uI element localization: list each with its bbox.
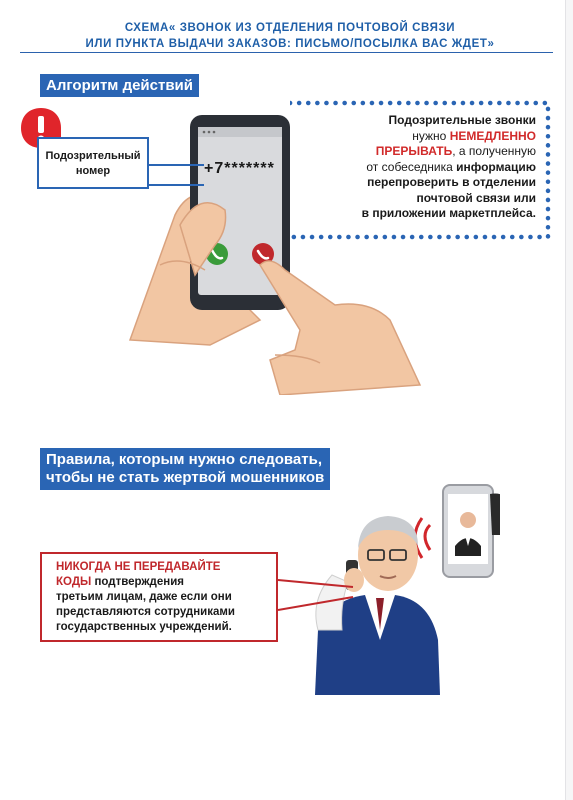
rule-connector [278,575,358,615]
rule-text [56,560,276,635]
info-text [318,113,536,222]
info-line-5: перепроверить в отделении [367,175,536,189]
page-edge [565,0,573,800]
rules-label-line-1: Правила, которым нужно следовать, [46,451,322,468]
rule-line-1: НИКОГДА НЕ ПЕРЕДАВАЙТЕ [56,561,221,573]
rule-line-4: представляются сотрудниками [56,606,235,618]
title-line-1: СХЕМА« ЗВОНОК ИЗ ОТДЕЛЕНИЯ ПОЧТОВОЙ СВЯЗИ [124,22,456,34]
suspicious-label-line-2: номер [75,165,111,177]
suspicious-number-callout [37,137,149,189]
info-line-3: ПРЕРЫВАТЬ, а полученную [375,144,536,158]
incoming-phone-number: +7******* [204,160,275,177]
header-divider [20,52,553,53]
rule-line-5: государственных учреждений. [56,621,232,633]
info-line-1: Подозрительные звонки [388,113,536,127]
section-label-algorithm: Алгоритм действий [40,74,199,97]
callout-connector [149,150,209,190]
rules-label-line-2: чтобы не стать жертвой мошенников [46,469,325,486]
rule-line-2: КОДЫ подтверждения [56,576,184,588]
info-line-4: от собеседника информацию [366,159,536,174]
info-line-6: почтовой связи или [416,190,536,205]
page-title [40,20,540,52]
info-line-7: в приложении маркетплейса. [361,206,536,220]
info-line-2: нужно НЕМЕДЛЕННО [412,128,536,143]
suspicious-label-line-1: Подозрительный [45,150,141,162]
rule-line-3: третьим лицам, даже если они [56,591,232,603]
title-line-2: ИЛИ ПУНКТА ВЫДАЧИ ЗАКАЗОВ: ПИСЬМО/ПОСЫЛКА ВАС ЖДЕТ» [85,38,495,50]
